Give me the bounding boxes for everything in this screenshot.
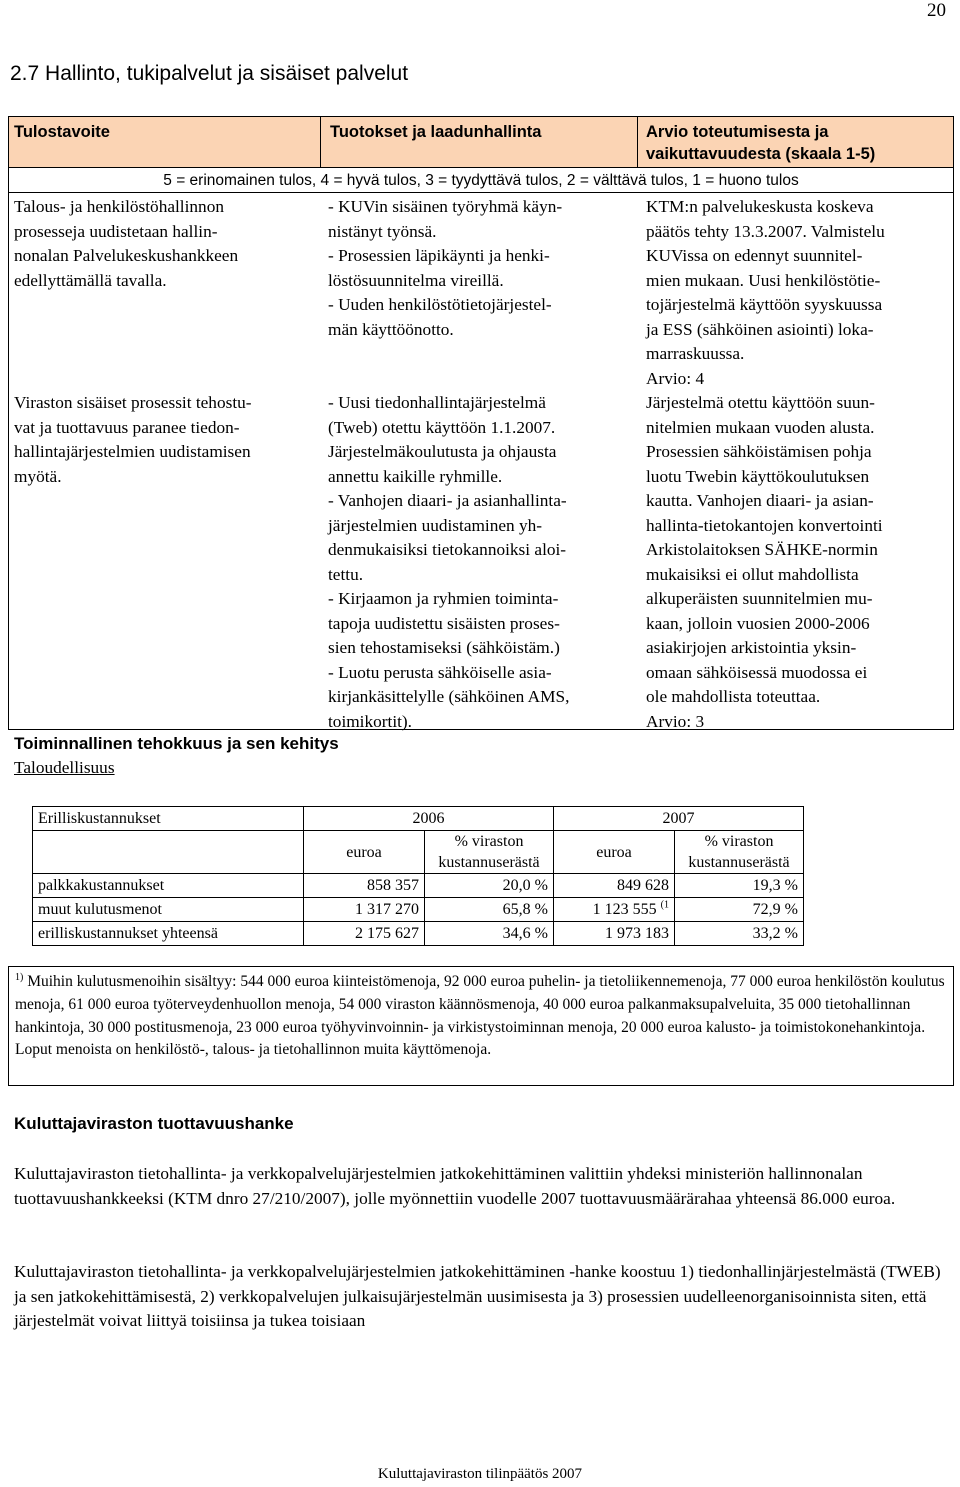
unit-euro-2006: euroa <box>304 831 425 874</box>
paragraph-2: Kuluttajaviraston tietohallinta- ja verkkopalvelujärjestelmien jatkokehittäminen -hanke koostuu 1) tiedonhallinjärjestelmästä (TWEB) ja sen jatkokehittämisestä, 2) verkkopalvelujen julkaisujärjestelmän uusimisesta ja 3) prosessien uudelleenorganisoinnista siten, että järjestelmät voivat liittyä toisiinsa ja tukea toisiaan <box>14 1262 941 1330</box>
table-row <box>33 922 804 946</box>
header-outputs: Tuotokset ja laadunhallinta <box>330 123 542 141</box>
value: 19,3 % <box>675 874 804 898</box>
year-2006: 2006 <box>304 807 554 831</box>
value: 849 628 <box>554 874 675 898</box>
value: 72,9 % <box>675 898 804 922</box>
value: 2 175 627 <box>304 922 425 946</box>
page-footer: Kuluttajaviraston tilinpäätös 2007 <box>377 1466 583 1482</box>
cost-table <box>32 806 804 946</box>
row-label: muut kulutusmenot <box>33 898 304 922</box>
row2-assessment: Järjestelmä otettu käyttöön suun- nitelmien mukaan vuoden alusta. Prosessien sähköistämisen pohja luotu Twebin käyttökoulutuksen kautta. Vanhojen diaari- ja asian- hallinta-tietokantojen konvertointi Arkistolaitoksen SÄHKE-normin mukaisiksi ei ollut mahdollista alkuperäisten suunnitelmien mu- kaan, jolloin vuosien 2000-2006 asiakirjojen arkistointia yksin- omaan sähköisessä muodossa ei ole mahdollista toteuttaa. Arvio: 3 <box>646 393 883 731</box>
row-label: palkkakustannukset <box>33 874 304 898</box>
header-goal: Tulostavoite <box>14 123 110 141</box>
row1-assessment: KTM:n palvelukeskusta koskeva päätös tehty 13.3.2007. Valmistelu KUVissa on edennyt suunnitel- mien mukaan. Uusi henkilöstötie- tojärjestelmä käyttöön syyskuussa ja ESS (sähköinen asiointi) loka- marraskuussa. Arvio: 4 <box>646 197 885 388</box>
row2-outputs: - Uusi tiedonhallintajärjestelmä (Tweb) otettu käyttöön 1.1.2007. Järjestelmäkoulutusta ja ohjausta annettu kaikille ryhmille. - Vanhojen diaari- ja asianhallinta- järjestelmien uudistaminen yh- denmukaisiksi tietokannoiksi aloi- tettu. - Kirjaamon ja ryhmien toiminta- tapoja uudistettu sisäisten proses- sien tehostamiseksi (sähköistäm.) - Luotu perusta sähköiselle asia- kirjankäsittelylle (sähköinen AMS, toimikortit). <box>328 393 570 731</box>
table-row <box>33 831 804 874</box>
section-title: 2.7 Hallinto, tukipalvelut ja sisäiset palvelut <box>10 62 409 85</box>
unit-pct-2007: % viraston kustannuserästä <box>675 831 804 874</box>
footnote-text: Muihin kulutusmenoihin sisältyy: 544 000 euroa kiinteistömenoja, 92 000 euroa puhelin- ja tietoliikennemenoja, 77 000 euroa henkilöstön koulutus menoja, 61 000 euroa työterveydenhuollon menoja, 54 000 viraston käännösmenoja, 40 000 euroa palkanmaksupalveluita, 35 000 tietohallinnan hankintoja, 30 000 postitusmenoja, 23 000 euroa työhyvinvoinnin- ja virkistystoiminnan menoja, 20 000 euroa kalusto- ja toimistokonehankintoja. Loput menoista on henkilöstö-, talous- ja tietohallinnon muita käyttömenoja. <box>15 973 945 1059</box>
row1-goal: Talous- ja henkilöstöhallinnon prosesseja uudistetaan hallin- nonalan Palvelukeskushankkeen edellyttämällä tavalla. <box>14 197 239 290</box>
value: 1 973 183 <box>554 922 675 946</box>
value <box>554 898 675 922</box>
row-label: erilliskustannukset yhteensä <box>33 922 304 946</box>
footnote-mark: 1) <box>15 971 24 983</box>
row1-outputs: - KUVin sisäinen työryhmä käyn- nistänyt työnsä. - Prosessien läpikäynti ja henki- löstösuunnitelma vireillä. - Uuden henkilöstötietojärjestel- män käyttöönotto. <box>328 197 563 339</box>
paragraph-1: Kuluttajaviraston tietohallinta- ja verkkopalvelujärjestelmien jatkokehittäminen valittiin yhdeksi ministeriön hallinnonalan tuottavuushankkeeksi (KTM dnro 27/210/2007), jolle myönnettiin vuodelle 2007 tuottavuusmäärärahaa yhteensä 86.000 euroa. <box>14 1164 896 1208</box>
value: 34,6 % <box>425 922 554 946</box>
heading-productivity-project: Kuluttajaviraston tuottavuushanke <box>14 1114 294 1133</box>
table-row <box>33 898 804 922</box>
footnote-ref: (1 <box>660 899 669 911</box>
value: 20,0 % <box>425 874 554 898</box>
value: 33,2 % <box>675 922 804 946</box>
value: 858 357 <box>304 874 425 898</box>
scale-legend: 5 = erinomainen tulos, 4 = hyvä tulos, 3 = tyydyttävä tulos, 2 = välttävä tulos, 1 = huono tulos <box>9 168 953 193</box>
page-number: 20 <box>927 0 946 21</box>
unit-pct-2006: % viraston kustannuserästä <box>425 831 554 874</box>
table-row <box>33 807 804 831</box>
cost-title: Erilliskustannukset <box>33 807 304 831</box>
table-row <box>33 874 804 898</box>
value: 1 317 270 <box>304 898 425 922</box>
subheading: Toiminnallinen tehokkuus ja sen kehitys <box>14 734 339 753</box>
value: 65,8 % <box>425 898 554 922</box>
value-text: 1 123 555 <box>592 901 657 918</box>
year-2007: 2007 <box>554 807 804 831</box>
footnote-box <box>8 966 954 1086</box>
header-assessment: Arvio toteutumisesta ja vaikuttavuudesta (skaala 1-5) <box>646 123 876 163</box>
goals-table <box>8 116 954 730</box>
table-header-row <box>9 117 953 168</box>
unit-euro-2007: euroa <box>554 831 675 874</box>
subheading-underlined: Taloudellisuus <box>14 758 115 777</box>
row2-goal: Viraston sisäiset prosessit tehostu- vat ja tuottavuus paranee tiedon- hallintajärjestelmien uudistamisen myötä. <box>14 393 252 486</box>
